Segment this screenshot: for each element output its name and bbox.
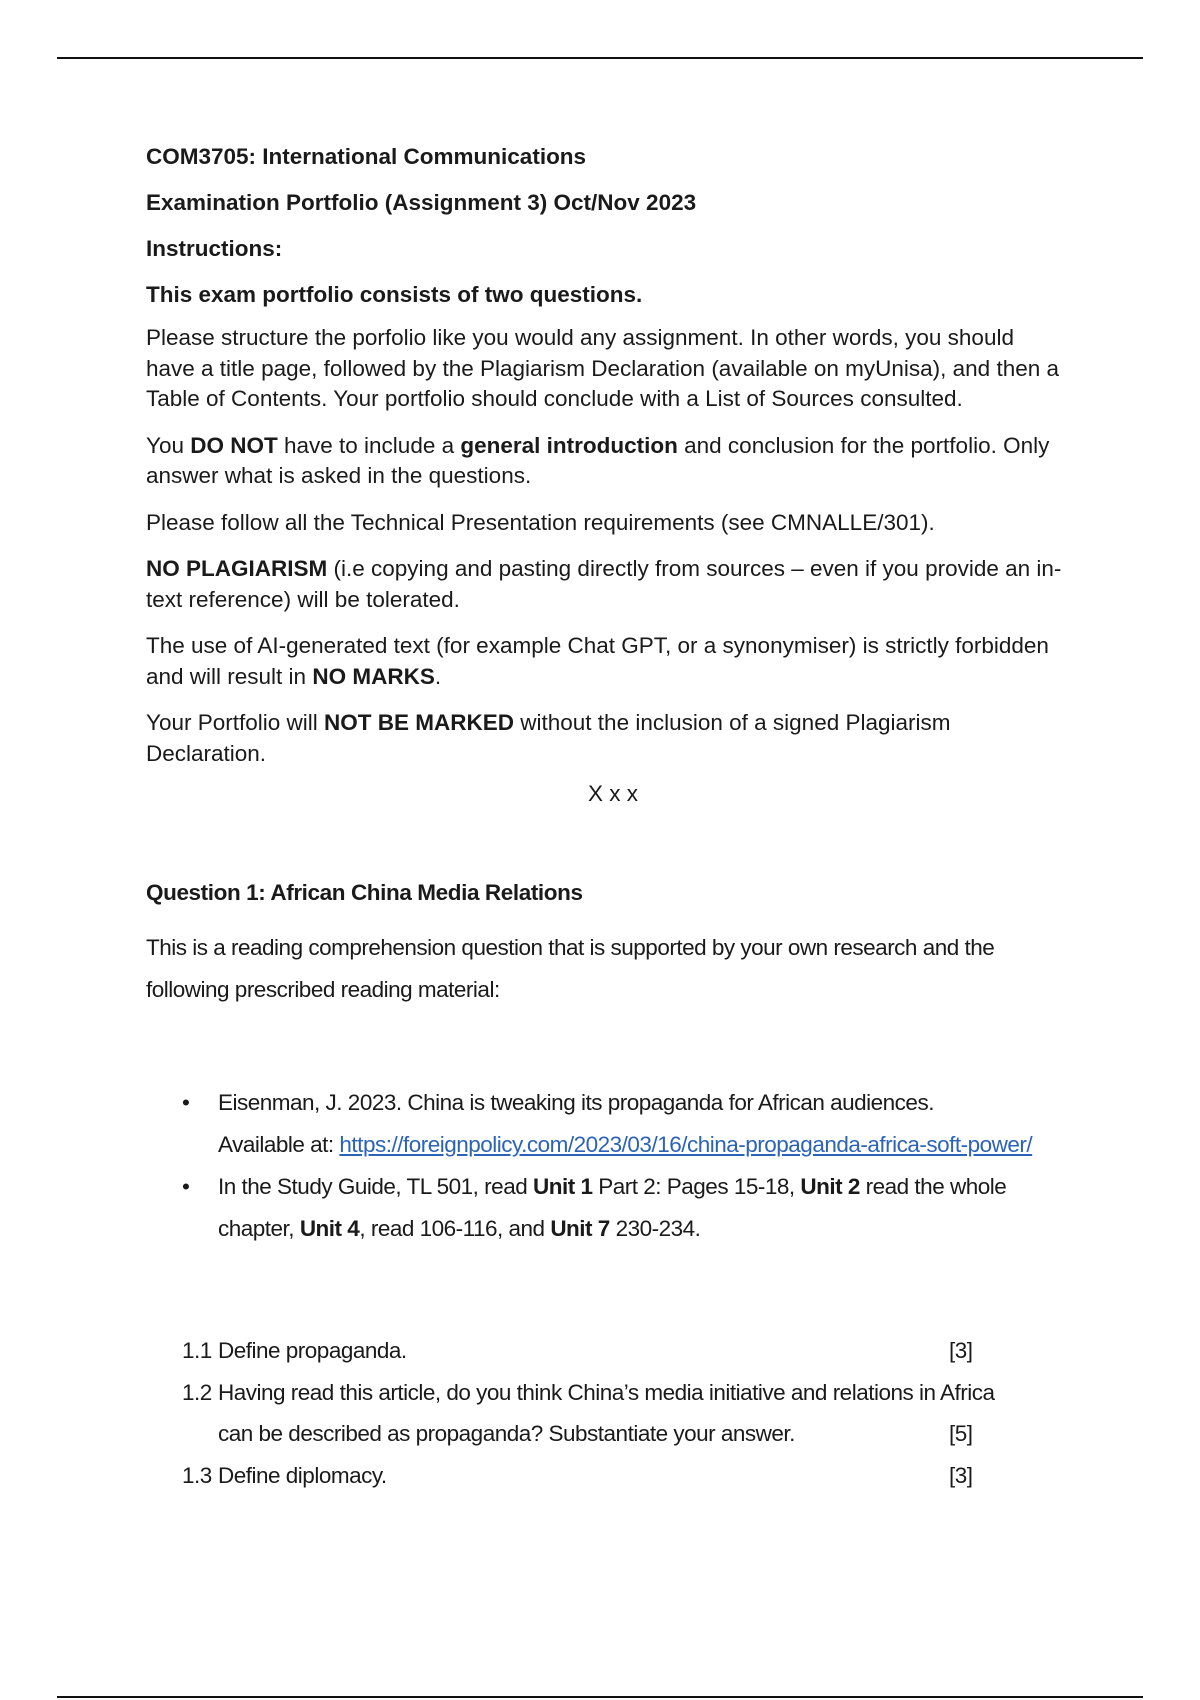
consists-statement: This exam portfolio consists of two questions. (146, 282, 643, 307)
subquestion-number: 1.1 (182, 1338, 212, 1363)
text-run: In the Study Guide, TL 501, read (218, 1174, 533, 1199)
text-run: have to include a (277, 432, 461, 458)
subquestion-text-continued: can be described as propaganda? Substantiate your answer. (218, 1421, 795, 1446)
emphasis-text: Unit 7 (550, 1216, 610, 1241)
emphasis-text: Unit 1 (532, 1174, 593, 1199)
declaration-instruction (146, 708, 1066, 769)
subquestion-marks: [3] (949, 1338, 973, 1363)
subquestion-marks: [5] (949, 1421, 973, 1446)
text-run: without the inclusion of a signed Plagiarism Declaration. (146, 710, 951, 766)
text-run: . (434, 663, 442, 689)
plagiarism-instruction (146, 554, 1066, 615)
emphasis-text: NO PLAGIARISM (146, 556, 328, 581)
emphasis-text: NOT BE MARKED (324, 710, 515, 735)
text-run: Part 2: Pages 15-18, (592, 1174, 801, 1199)
introduction-instruction (146, 431, 1066, 492)
subquestion-text: Define propaganda. (218, 1338, 407, 1363)
top-rule (57, 57, 1143, 59)
text-run: Your Portfolio will (146, 710, 325, 735)
subquestion-1-3 (146, 1455, 1066, 1497)
document-page (146, 142, 1066, 1496)
text-run: and conclusion for the portfolio. Only answer what is asked in the questions. (146, 432, 1050, 488)
question-1-title: Question 1: African China Media Relations (146, 880, 583, 905)
subquestion-number: 1.2 (182, 1379, 212, 1405)
text-run: (i.e copying and pasting directly from sources – even if you provide an in-text reference) will be tolerated. (146, 556, 1062, 612)
article-link[interactable]: https://foreignpolicy.com/2023/03/16/china-propaganda-africa-soft-power/ (339, 1132, 1033, 1157)
technical-instruction: Please follow all the Technical Presentation requirements (see CMNALLE/301). (146, 509, 935, 535)
question-1-intro: This is a reading comprehension question that is supported by your own research and the following prescribed reading material: (146, 935, 995, 1002)
text-run: Available at: (218, 1132, 340, 1157)
reading-list (146, 1082, 1066, 1250)
subquestion-1-2 (146, 1372, 1066, 1455)
structure-instruction: Please structure the porfolio like you would any assignment. In other words, you should have a title page, followed by the Plagiarism Declaration (available on myUnisa), and then a Table of Contents. Your portfolio should conclude with a List of Sources consulted. (146, 325, 1060, 411)
emphasis-text: NO MARKS (312, 663, 435, 689)
subquestion-number: 1.3 (182, 1462, 212, 1488)
list-item (146, 1166, 1066, 1250)
instructions-label: Instructions: (146, 236, 283, 261)
ai-instruction (146, 631, 1066, 692)
emphasis-text: Unit 2 (800, 1174, 860, 1199)
subquestion-list (146, 1330, 1066, 1496)
text-run: 230-234. (609, 1216, 701, 1241)
text-run: read the whole chapter, (218, 1174, 1007, 1241)
section-separator: X x x (587, 781, 638, 806)
emphasis-text: DO NOT (190, 432, 278, 458)
bullet-icon: • (182, 1090, 190, 1115)
emphasis-text: Unit 4 (299, 1216, 360, 1241)
subquestion-text: Define diplomacy. (218, 1462, 387, 1488)
subquestion-marks: [3] (949, 1462, 973, 1488)
bottom-rule (57, 1696, 1143, 1698)
text-run: You (146, 432, 191, 458)
subquestion-text: Having read this article, do you think China’s media initiative and relations in Africa (218, 1379, 995, 1405)
emphasis-text: general introduction (460, 432, 678, 458)
portfolio-title: Examination Portfolio (Assignment 3) Oct/Nov 2023 (146, 190, 697, 215)
list-item (146, 1082, 1066, 1166)
text-run: Eisenman, J. 2023. China is tweaking its propaganda for African audiences. (218, 1090, 934, 1115)
text-run: The use of AI-generated text (for example Chat GPT, or a synonymiser) is strictly forbidden and will result in (146, 633, 1049, 689)
text-run: , read 106-116, and (359, 1216, 551, 1241)
bullet-icon: • (182, 1174, 190, 1199)
course-title: COM3705: International Communications (146, 144, 587, 169)
subquestion-1-1 (146, 1330, 1066, 1372)
